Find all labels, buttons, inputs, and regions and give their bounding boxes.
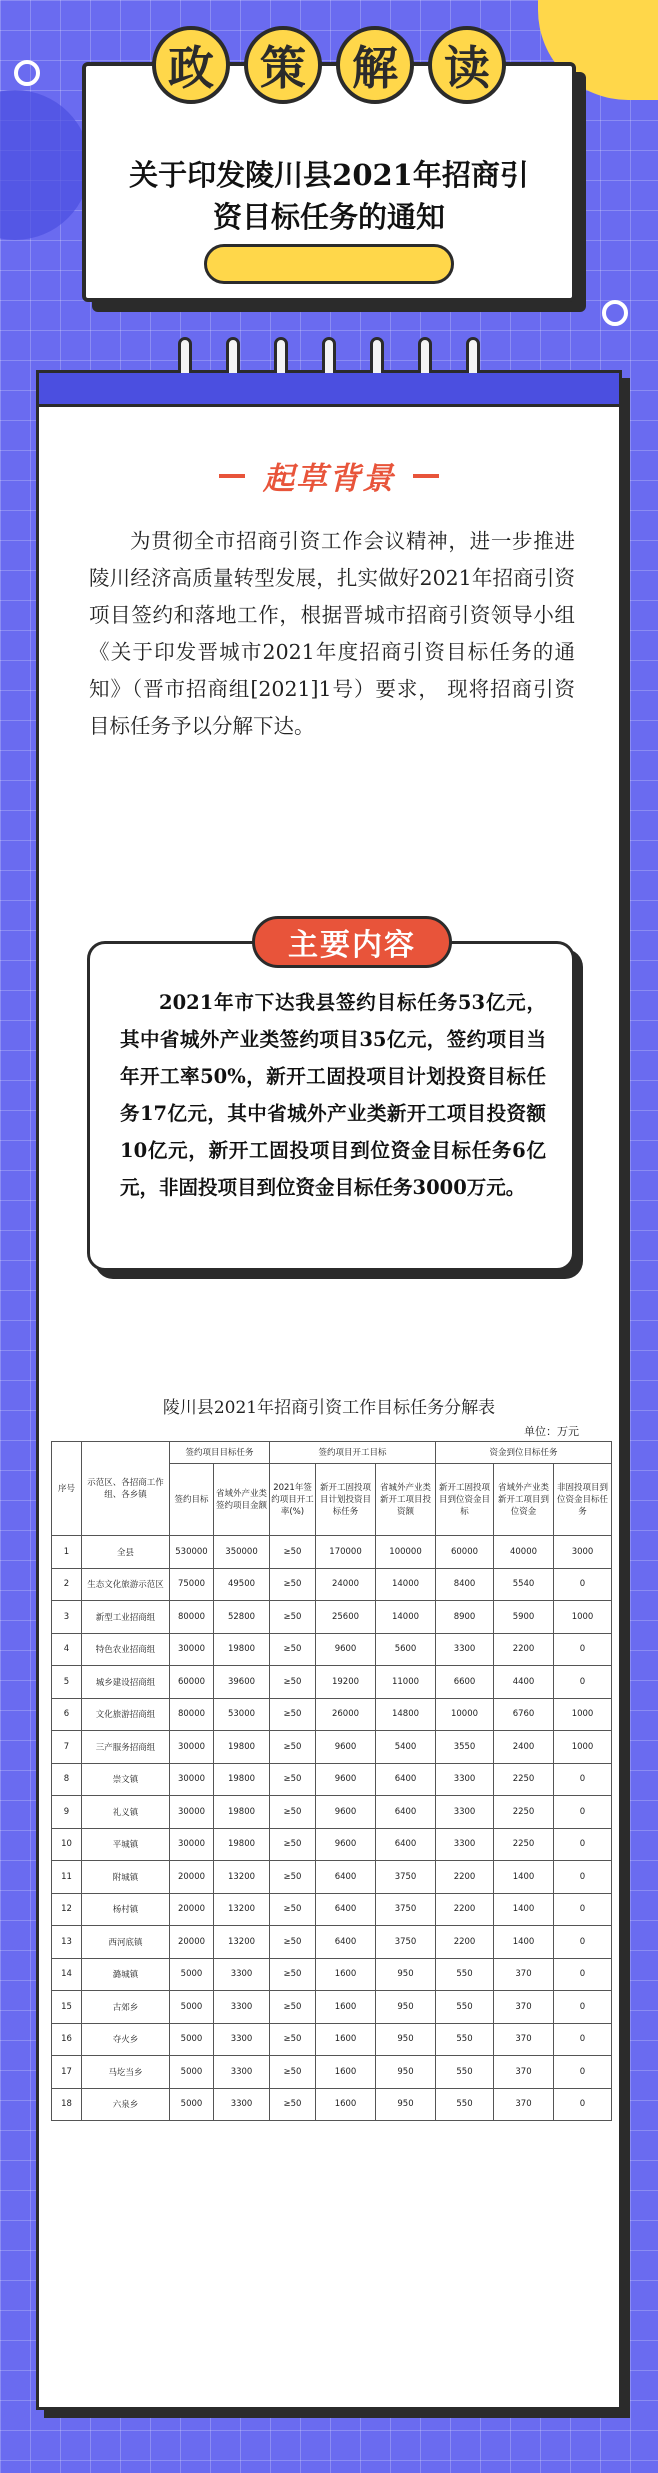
table-cell: 0 <box>554 1568 612 1601</box>
table-cell: 0 <box>554 2088 612 2121</box>
table-cell: 550 <box>436 1958 494 1991</box>
table-cell: 14800 <box>376 1698 436 1731</box>
header-cell: 2021年签约项目开工率(%) <box>270 1464 316 1536</box>
ring-decoration <box>602 300 628 326</box>
table-cell: ≥50 <box>270 1731 316 1764</box>
table-cell: ≥50 <box>270 1861 316 1894</box>
table-cell: 350000 <box>214 1536 270 1569</box>
header-group-funds: 资金到位目标任务 <box>436 1442 612 1464</box>
target-table <box>51 1441 612 2121</box>
background-heading <box>39 453 619 498</box>
table-cell: 950 <box>376 2023 436 2056</box>
header-group-start: 签约项目开工目标 <box>270 1442 436 1464</box>
table-cell: ≥50 <box>270 1633 316 1666</box>
table-cell: 生态文化旅游示范区 <box>82 1568 170 1601</box>
table-row <box>52 1861 612 1894</box>
table-cell: 370 <box>494 2056 554 2089</box>
table-cell: 16 <box>52 2023 82 2056</box>
table-cell: 19800 <box>214 1796 270 1829</box>
table-cell: ≥50 <box>270 1991 316 2024</box>
table-cell: 370 <box>494 2088 554 2121</box>
panel-top-bar <box>39 373 619 407</box>
table-cell: 75000 <box>170 1568 214 1601</box>
table-cell: 19800 <box>214 1731 270 1764</box>
table-cell: 3 <box>52 1601 82 1634</box>
table-row <box>52 1633 612 1666</box>
table-row <box>52 2088 612 2121</box>
table-cell: ≥50 <box>270 1568 316 1601</box>
table-cell: 550 <box>436 2088 494 2121</box>
table-cell: 城乡建设招商组 <box>82 1666 170 1699</box>
table-cell: 3300 <box>214 2056 270 2089</box>
badge-char: 读 <box>428 26 506 104</box>
header-cell: 非固投项目到位资金目标任务 <box>554 1464 612 1536</box>
table-cell: 26000 <box>316 1698 376 1731</box>
table-cell: 1600 <box>316 1958 376 1991</box>
table-cell: 9 <box>52 1796 82 1829</box>
table-title: 陵川县2021年招商引资工作目标任务分解表 <box>162 1398 496 1418</box>
table-cell: 20000 <box>170 1926 214 1959</box>
table-row <box>52 2056 612 2089</box>
table-cell: 6400 <box>376 1796 436 1829</box>
table-cell: 9600 <box>316 1828 376 1861</box>
table-cell: 19800 <box>214 1763 270 1796</box>
header-seq: 序号 <box>52 1442 82 1536</box>
table-cell: 19200 <box>316 1666 376 1699</box>
table-cell: 950 <box>376 2088 436 2121</box>
table-cell: 80000 <box>170 1601 214 1634</box>
table-cell: 0 <box>554 1763 612 1796</box>
table-cell: 4 <box>52 1633 82 1666</box>
table-cell: 0 <box>554 1991 612 2024</box>
table-body <box>52 1536 612 2121</box>
table-row <box>52 1763 612 1796</box>
table-cell: 2250 <box>494 1763 554 1796</box>
table-cell: 2200 <box>494 1633 554 1666</box>
table-cell: 950 <box>376 1991 436 2024</box>
table-cell: 1600 <box>316 2056 376 2089</box>
table-cell: 530000 <box>170 1536 214 1569</box>
table-cell: 11 <box>52 1861 82 1894</box>
table-cell: 5000 <box>170 1958 214 1991</box>
table-cell: 3300 <box>214 2088 270 2121</box>
table-cell: 30000 <box>170 1731 214 1764</box>
table-cell: 13200 <box>214 1893 270 1926</box>
badge-char: 政 <box>152 26 230 104</box>
header-card <box>82 41 576 302</box>
header-cell: 新开工固投项目到位资金目标 <box>436 1464 494 1536</box>
table-cell: 18 <box>52 2088 82 2121</box>
table-cell: 1 <box>52 1536 82 1569</box>
table-cell: 6600 <box>436 1666 494 1699</box>
table-cell: 0 <box>554 1893 612 1926</box>
table-cell: 0 <box>554 1666 612 1699</box>
badge-char: 解 <box>336 26 414 104</box>
table-cell: 19800 <box>214 1633 270 1666</box>
table-cell: 13200 <box>214 1926 270 1959</box>
table-cell: 1600 <box>316 2023 376 2056</box>
table-cell: 7 <box>52 1731 82 1764</box>
table-cell: 3750 <box>376 1893 436 1926</box>
main-content-box <box>87 928 575 1271</box>
table-cell: 950 <box>376 1958 436 1991</box>
table-cell: 950 <box>376 2056 436 2089</box>
table-cell: ≥50 <box>270 2088 316 2121</box>
header-cell: 签约目标 <box>170 1464 214 1536</box>
header-cell: 省城外产业类新开工项目投资额 <box>376 1464 436 1536</box>
table-cell: 6400 <box>316 1861 376 1894</box>
table-cell: 15 <box>52 1991 82 2024</box>
table-row <box>52 1926 612 1959</box>
table-cell: ≥50 <box>270 1698 316 1731</box>
table-cell: 2400 <box>494 1731 554 1764</box>
table-cell: 30000 <box>170 1796 214 1829</box>
table-cell: 3300 <box>436 1763 494 1796</box>
table-cell: ≥50 <box>270 2056 316 2089</box>
table-cell: 5 <box>52 1666 82 1699</box>
table-cell: 2200 <box>436 1861 494 1894</box>
table-cell: 2250 <box>494 1828 554 1861</box>
table-row <box>52 1731 612 1764</box>
heading-dash <box>413 474 439 478</box>
table-cell: 550 <box>436 2023 494 2056</box>
table-cell: 40000 <box>494 1536 554 1569</box>
table-row <box>52 2023 612 2056</box>
table-row <box>52 1568 612 1601</box>
table-cell: 8400 <box>436 1568 494 1601</box>
table-cell: 潞城镇 <box>82 1958 170 1991</box>
table-cell: 370 <box>494 2023 554 2056</box>
header-unit: 示范区、各招商工作组、各乡镇 <box>82 1442 170 1536</box>
table-cell: 6 <box>52 1698 82 1731</box>
table-cell: 3300 <box>214 1991 270 2024</box>
table-cell: 52800 <box>214 1601 270 1634</box>
table-cell: 古郊乡 <box>82 1991 170 2024</box>
table-cell: 53000 <box>214 1698 270 1731</box>
table-cell: 12 <box>52 1893 82 1926</box>
table-row <box>52 1796 612 1829</box>
table-cell: 3550 <box>436 1731 494 1764</box>
table-row <box>52 1536 612 1569</box>
table-cell: 3300 <box>436 1796 494 1829</box>
table-cell: 25600 <box>316 1601 376 1634</box>
table-cell: 60000 <box>170 1666 214 1699</box>
table-cell: 3750 <box>376 1926 436 1959</box>
table-cell: 170000 <box>316 1536 376 1569</box>
table-cell: 6400 <box>376 1763 436 1796</box>
table-cell: 0 <box>554 1958 612 1991</box>
table-cell: ≥50 <box>270 1926 316 1959</box>
ring-decoration <box>14 60 40 86</box>
table-cell: 3300 <box>436 1828 494 1861</box>
table-cell: 3300 <box>214 2023 270 2056</box>
table-unit: 单位：万元 <box>524 1425 579 1438</box>
table-cell: 370 <box>494 1958 554 1991</box>
table-cell: 2 <box>52 1568 82 1601</box>
table-cell: 礼义镇 <box>82 1796 170 1829</box>
table-cell: 6400 <box>316 1893 376 1926</box>
table-cell: 14000 <box>376 1568 436 1601</box>
table-row <box>52 1698 612 1731</box>
table-cell: 24000 <box>316 1568 376 1601</box>
table-cell: 9600 <box>316 1763 376 1796</box>
table-cell: 新型工业招商组 <box>82 1601 170 1634</box>
table-cell: 1400 <box>494 1861 554 1894</box>
table-cell: 5000 <box>170 2056 214 2089</box>
table-cell: ≥50 <box>270 1893 316 1926</box>
main-content-paragraph: 2021年市下达我县签约目标任务53亿元，其中省城外产业类签约项目35亿元，签约项目当年开工率50%，新开工固投项目计划投资目标任务17亿元，其中省城外产业类新开工项目投资额10亿元，新开工固投项目到位资金目标任务6亿元，非固投项目到位资金目标任务3000万元。 <box>120 991 546 1199</box>
table-cell: 2250 <box>494 1796 554 1829</box>
circle-decoration <box>0 90 90 240</box>
table-cell: 8 <box>52 1763 82 1796</box>
table-cell: 夺火乡 <box>82 2023 170 2056</box>
table-cell: 17 <box>52 2056 82 2089</box>
table-cell: 0 <box>554 1861 612 1894</box>
table-cell: 1600 <box>316 2088 376 2121</box>
table-cell: ≥50 <box>270 1536 316 1569</box>
table-cell: 1000 <box>554 1698 612 1731</box>
table-cell: 0 <box>554 1828 612 1861</box>
table-row <box>52 1991 612 2024</box>
table-cell: 附城镇 <box>82 1861 170 1894</box>
table-cell: 550 <box>436 1991 494 2024</box>
table-cell: 平城镇 <box>82 1828 170 1861</box>
table-cell: 5400 <box>376 1731 436 1764</box>
table-cell: 14 <box>52 1958 82 1991</box>
table-cell: 西河底镇 <box>82 1926 170 1959</box>
table-row <box>52 1893 612 1926</box>
table-cell: 9600 <box>316 1633 376 1666</box>
table-cell: 全县 <box>82 1536 170 1569</box>
table-cell: 5600 <box>376 1633 436 1666</box>
table-cell: ≥50 <box>270 2023 316 2056</box>
table-cell: 4400 <box>494 1666 554 1699</box>
table-cell: 20000 <box>170 1861 214 1894</box>
page-title: 关于印发陵川县2021年招商引资目标任务的通知 <box>129 158 529 234</box>
table-cell: 30000 <box>170 1633 214 1666</box>
table-cell: 3300 <box>214 1958 270 1991</box>
table-cell: 19800 <box>214 1828 270 1861</box>
title-pill-decoration <box>204 244 454 284</box>
table-cell: 100000 <box>376 1536 436 1569</box>
header-cell: 省域外产业类签约项目金额 <box>214 1464 270 1536</box>
table-cell: 1000 <box>554 1731 612 1764</box>
table-cell: 六泉乡 <box>82 2088 170 2121</box>
table-row <box>52 1958 612 1991</box>
table-cell: 9600 <box>316 1731 376 1764</box>
table-cell: ≥50 <box>270 1666 316 1699</box>
table-cell: 5000 <box>170 1991 214 2024</box>
table-cell: 6400 <box>316 1926 376 1959</box>
background-paragraph: 为贯彻全市招商引资工作会议精神，进一步推进陵川经济高质量转型发展，扎实做好2021年招商引资项目签约和落地工作，根据晋城市招商引资领导小组《关于印发晋城市2021年度招商引资目标任务的通知》（晋市招商组[2021]1号）要求， 现将招商引资目标任务予以分解下达。 <box>89 529 575 738</box>
header-cell: 新开工固投项目计划投资目标任务 <box>316 1464 376 1536</box>
table-cell: 6760 <box>494 1698 554 1731</box>
table-cell: 13200 <box>214 1861 270 1894</box>
table-row <box>52 1601 612 1634</box>
background-heading-text: 起草背景 <box>263 461 395 497</box>
table-cell: 1000 <box>554 1601 612 1634</box>
table-cell: 13 <box>52 1926 82 1959</box>
table-cell: 0 <box>554 2023 612 2056</box>
table-cell: 2200 <box>436 1893 494 1926</box>
table-cell: 14000 <box>376 1601 436 1634</box>
table-cell: ≥50 <box>270 1763 316 1796</box>
table-cell: 文化旅游招商组 <box>82 1698 170 1731</box>
table-cell: 370 <box>494 1991 554 2024</box>
table-cell: 崇文镇 <box>82 1763 170 1796</box>
table-cell: 5540 <box>494 1568 554 1601</box>
table-cell: 3750 <box>376 1861 436 1894</box>
main-content-heading: 主要内容 <box>252 916 452 968</box>
table-cell: 30000 <box>170 1828 214 1861</box>
table-cell: 2200 <box>436 1926 494 1959</box>
table-cell: 0 <box>554 2056 612 2089</box>
table-cell: 80000 <box>170 1698 214 1731</box>
table-cell: 0 <box>554 1926 612 1959</box>
table-cell: 0 <box>554 1796 612 1829</box>
table-cell: 5000 <box>170 2023 214 2056</box>
table-cell: ≥50 <box>270 1958 316 1991</box>
table-row <box>52 1666 612 1699</box>
badge-char: 策 <box>244 26 322 104</box>
table-cell: 20000 <box>170 1893 214 1926</box>
table-cell: 1400 <box>494 1893 554 1926</box>
table-cell: ≥50 <box>270 1796 316 1829</box>
table-cell: 5900 <box>494 1601 554 1634</box>
table-cell: 550 <box>436 2056 494 2089</box>
table-row <box>52 1828 612 1861</box>
header-cell: 省域外产业类新开工项目到位资金 <box>494 1464 554 1536</box>
table-cell: 8900 <box>436 1601 494 1634</box>
header-group-sign: 签约项目目标任务 <box>170 1442 270 1464</box>
table-cell: ≥50 <box>270 1601 316 1634</box>
table-cell: 11000 <box>376 1666 436 1699</box>
table-cell: 特色农业招商组 <box>82 1633 170 1666</box>
table-cell: 1600 <box>316 1991 376 2024</box>
table-cell: 3000 <box>554 1536 612 1569</box>
table-cell: 杨村镇 <box>82 1893 170 1926</box>
table-cell: 6400 <box>376 1828 436 1861</box>
table-cell: 马圪当乡 <box>82 2056 170 2089</box>
table-cell: 30000 <box>170 1763 214 1796</box>
table-cell: 5000 <box>170 2088 214 2121</box>
policy-badges <box>86 26 572 104</box>
table-cell: 39600 <box>214 1666 270 1699</box>
heading-dash <box>219 474 245 478</box>
table-cell: 1400 <box>494 1926 554 1959</box>
table-cell: ≥50 <box>270 1828 316 1861</box>
table-cell: 9600 <box>316 1796 376 1829</box>
table-cell: 60000 <box>436 1536 494 1569</box>
table-cell: 49500 <box>214 1568 270 1601</box>
notebook-panel <box>36 370 622 2410</box>
table-cell: 三产服务招商组 <box>82 1731 170 1764</box>
table-cell: 0 <box>554 1633 612 1666</box>
table-cell: 3300 <box>436 1633 494 1666</box>
table-cell: 10000 <box>436 1698 494 1731</box>
table-cell: 10 <box>52 1828 82 1861</box>
